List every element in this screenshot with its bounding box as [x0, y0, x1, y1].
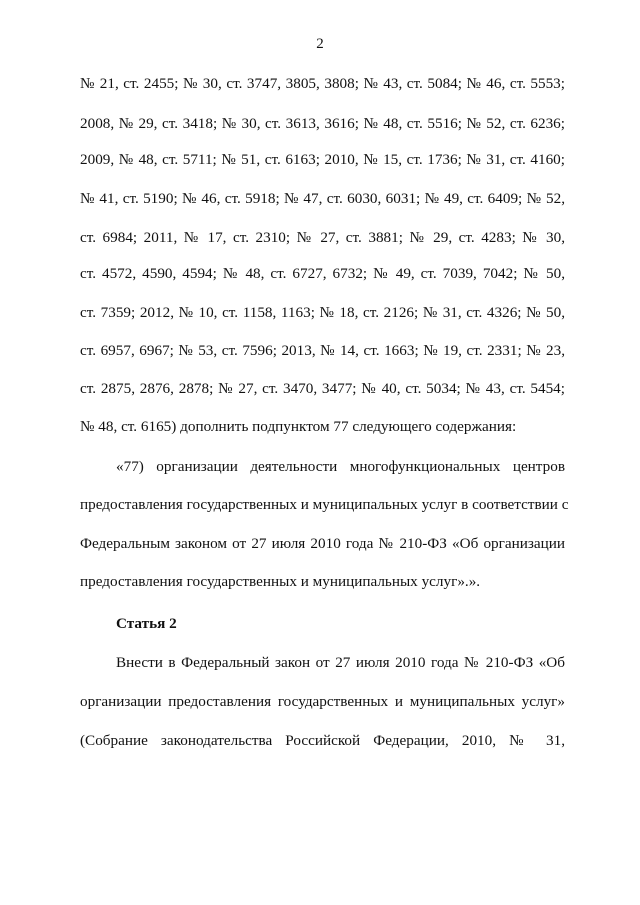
- paragraph-line: № 21, ст. 2455; № 30, ст. 3747, 3805, 3808; № 43, ст. 5084; № 46, ст. 5553;: [80, 75, 565, 92]
- paragraph-line: предоставления государственных и муниципальных услуг».».: [80, 573, 481, 590]
- paragraph-line: Внести в Федеральный закон от 27 июля 2010 года № 210-ФЗ «Об: [116, 654, 565, 671]
- paragraph-line: № 48, ст. 6165) дополнить подпунктом 77 следующего содержания:: [80, 418, 517, 435]
- paragraph-line: 2008, № 29, ст. 3418; № 30, ст. 3613, 3616; № 48, ст. 5516; № 52, ст. 6236;: [80, 115, 565, 132]
- paragraph-line: 2009, № 48, ст. 5711; № 51, ст. 6163; 2010, № 15, ст. 1736; № 31, ст. 4160;: [80, 151, 565, 168]
- page-number: 2: [316, 36, 324, 52]
- paragraph-line: (Собрание законодательства Российской Федерации, 2010, № 31,: [80, 732, 565, 749]
- paragraph-line: предоставления государственных и муниципальных услуг в соответствии с: [80, 496, 569, 513]
- paragraph-line: ст. 6957, 6967; № 53, ст. 7596; 2013, № 14, ст. 1663; № 19, ст. 2331; № 23,: [80, 342, 565, 359]
- paragraph-line: организации предоставления государственных и муниципальных услуг»: [80, 693, 565, 710]
- paragraph-line: ст. 2875, 2876, 2878; № 27, ст. 3470, 3477; № 40, ст. 5034; № 43, ст. 5454;: [80, 380, 565, 397]
- paragraph-line: ст. 7359; 2012, № 10, ст. 1158, 1163; № 18, ст. 2126; № 31, ст. 4326; № 50,: [80, 304, 565, 321]
- article-heading: Статья 2: [116, 615, 177, 632]
- paragraph-line: «77) организации деятельности многофункциональных центров: [116, 458, 565, 475]
- paragraph-line: Федеральным законом от 27 июля 2010 года № 210-ФЗ «Об организации: [80, 535, 565, 552]
- paragraph-line: № 41, ст. 5190; № 46, ст. 5918; № 47, ст. 6030, 6031; № 49, ст. 6409; № 52,: [80, 190, 565, 207]
- paragraph-line: ст. 6984; 2011, № 17, ст. 2310; № 27, ст. 3881; № 29, ст. 4283; № 30,: [80, 229, 565, 246]
- paragraph-line: ст. 4572, 4590, 4594; № 48, ст. 6727, 6732; № 49, ст. 7039, 7042; № 50,: [80, 265, 565, 282]
